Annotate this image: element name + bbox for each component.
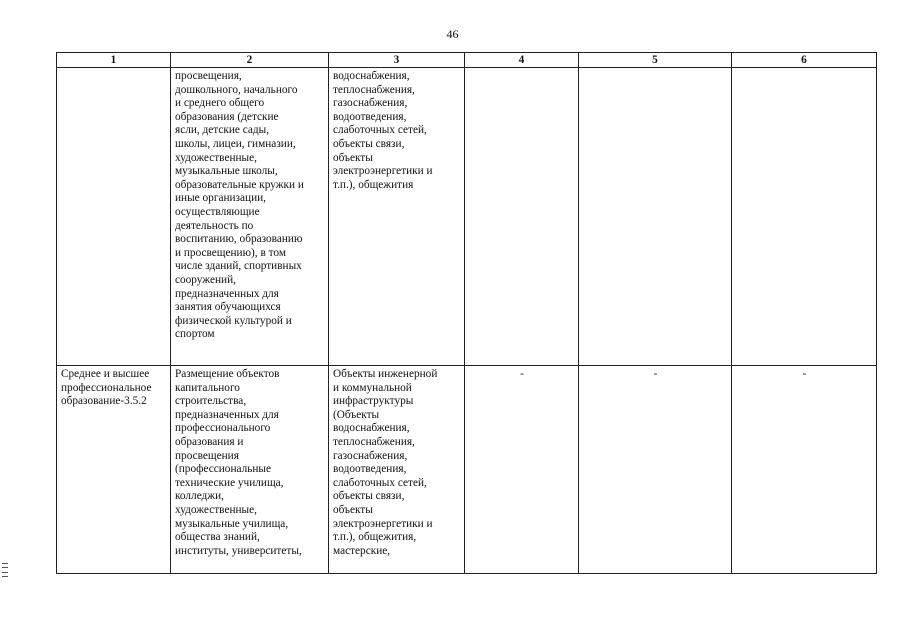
page-number: 46 xyxy=(446,27,459,41)
row2-col5: - xyxy=(579,366,732,574)
row1-col2: просвещения, дошкольного, начального и среднего общего образования (детские ясли, детские сады, школы, лицеи, гимназии, художественные, музыкальные школы, образовательные кружки и иные организации, осуществляющие деятельность по воспитанию, образованию и просвещению), в том числе зданий, спортивных сооружений, предназначенных для занятия обучающихся физической культурой и спортом xyxy=(171,68,329,366)
land-use-table xyxy=(56,52,877,574)
row2-col6: - xyxy=(732,366,877,574)
table-header-row xyxy=(57,53,877,68)
header-col-3: 3 xyxy=(329,53,465,68)
row1-col4 xyxy=(465,68,579,366)
header-col-5: 5 xyxy=(579,53,732,68)
row2-col2: Размещение объектов капитального строительства, предназначенных для профессионального образования и просвещения (профессиональные технические училища, колледжи, художественные, музыкальные училища, общества знаний, институты, университеты, xyxy=(171,366,329,574)
row2-col4: - xyxy=(465,366,579,574)
scan-margin-mark xyxy=(2,563,8,577)
row1-col6 xyxy=(732,68,877,366)
row2-col3: Объекты инженерной и коммунальной инфраструктуры (Объекты водоснабжения, теплоснабжения, газоснабжения, водоотведения, слаботочных сетей, объекты связи, объекты электроэнергетики и т.п.), общежития, мастерские, xyxy=(329,366,465,574)
table-row xyxy=(57,366,877,574)
row2-col1: Среднее и высшее профессиональное образование-3.5.2 xyxy=(57,366,171,574)
row1-col3: водоснабжения, теплоснабжения, газоснабжения, водоотведения, слаботочных сетей, объекты связи, объекты электроэнергетики и т.п.), общежития xyxy=(329,68,465,366)
row1-col5 xyxy=(579,68,732,366)
table-row xyxy=(57,68,877,366)
header-col-6: 6 xyxy=(732,53,877,68)
header-col-1: 1 xyxy=(57,53,171,68)
header-col-4: 4 xyxy=(465,53,579,68)
header-col-2: 2 xyxy=(171,53,329,68)
row1-col1 xyxy=(57,68,171,366)
